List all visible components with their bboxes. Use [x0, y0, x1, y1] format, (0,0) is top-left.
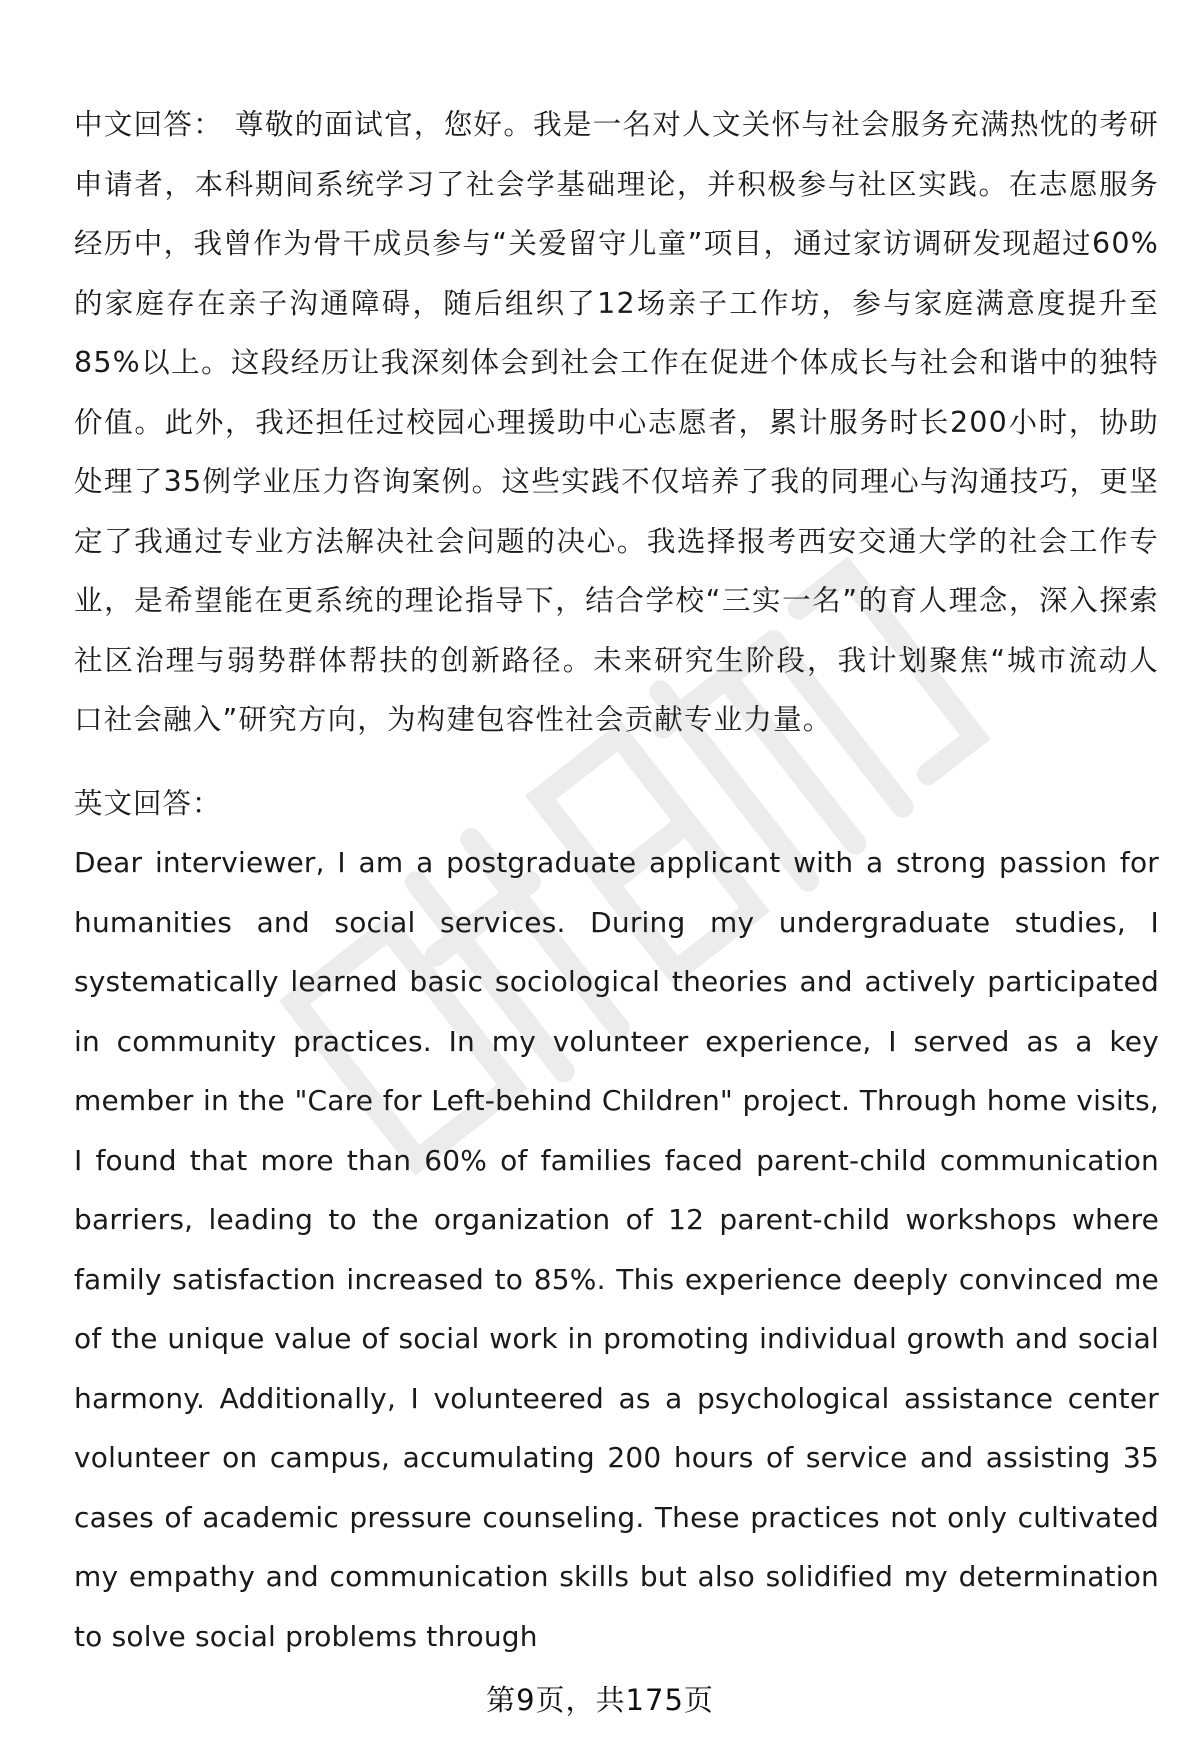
document-body — [74, 95, 1159, 1666]
english-answer-text: Dear interviewer, I am a postgraduate applicant with a strong passion for humanities and social services. During my undergraduate studies, I systematically learned basic sociological theories and actively participated in community practices. In my volunteer experience, I served as a key member in the "Care for Left-behind Children" project. Through home visits, I found that more than 60% of families faced parent-child communication barriers, leading to the organization of 12 parent-child workshops where family satisfaction increased to 85%. This experience deeply convinced me of the unique value of social work in promoting individual growth and social harmony. Additionally, I volunteered as a psychological assistance center volunteer on campus, accumulating 200 hours of service and assisting 35 cases of academic pressure counseling. These practices not only cultivated my empathy and communication skills but also solidified my determination to solve social problems through — [74, 846, 1159, 1653]
chinese-answer-text: 尊敬的面试官，您好。我是一名对人文关怀与社会服务充满热忱的考研申请者，本科期间系统学习了社会学基础理论，并积极参与社区实践。在志愿服务经历中，我曾作为骨干成员参与“关爱留守儿童”项目，通过家访调研发现超过60%的家庭存在亲子沟通障碍，随后组织了12场亲子工作坊，参与家庭满意度提升至85%以上。这段经历让我深刻体会到社会工作在促进个体成长与社会和谐中的独特价值。此外，我还担任过校园心理援助中心志愿者，累计服务时长200小时，协助处理了35例学业压力咨询案例。这些实践不仅培养了我的同理心与沟通技巧，更坚定了我通过专业方法解决社会问题的决心。我选择报考西安交通大学的社会工作专业，是希望能在更系统的理论指导下，结合学校“三实一名”的育人理念，深入探索社区治理与弱势群体帮扶的创新路径。未来研究生阶段，我计划聚焦“城市流动人口社会融入”研究方向，为构建包容性社会贡献专业力量。 — [74, 108, 1159, 736]
english-answer-label: 英文回答： — [74, 786, 222, 820]
chinese-answer-label: 中文回答： — [74, 108, 224, 141]
page-number-footer: 第9页，共175页 — [486, 1683, 714, 1717]
chinese-answer-paragraph — [74, 95, 1159, 750]
section-spacer — [74, 750, 1159, 774]
